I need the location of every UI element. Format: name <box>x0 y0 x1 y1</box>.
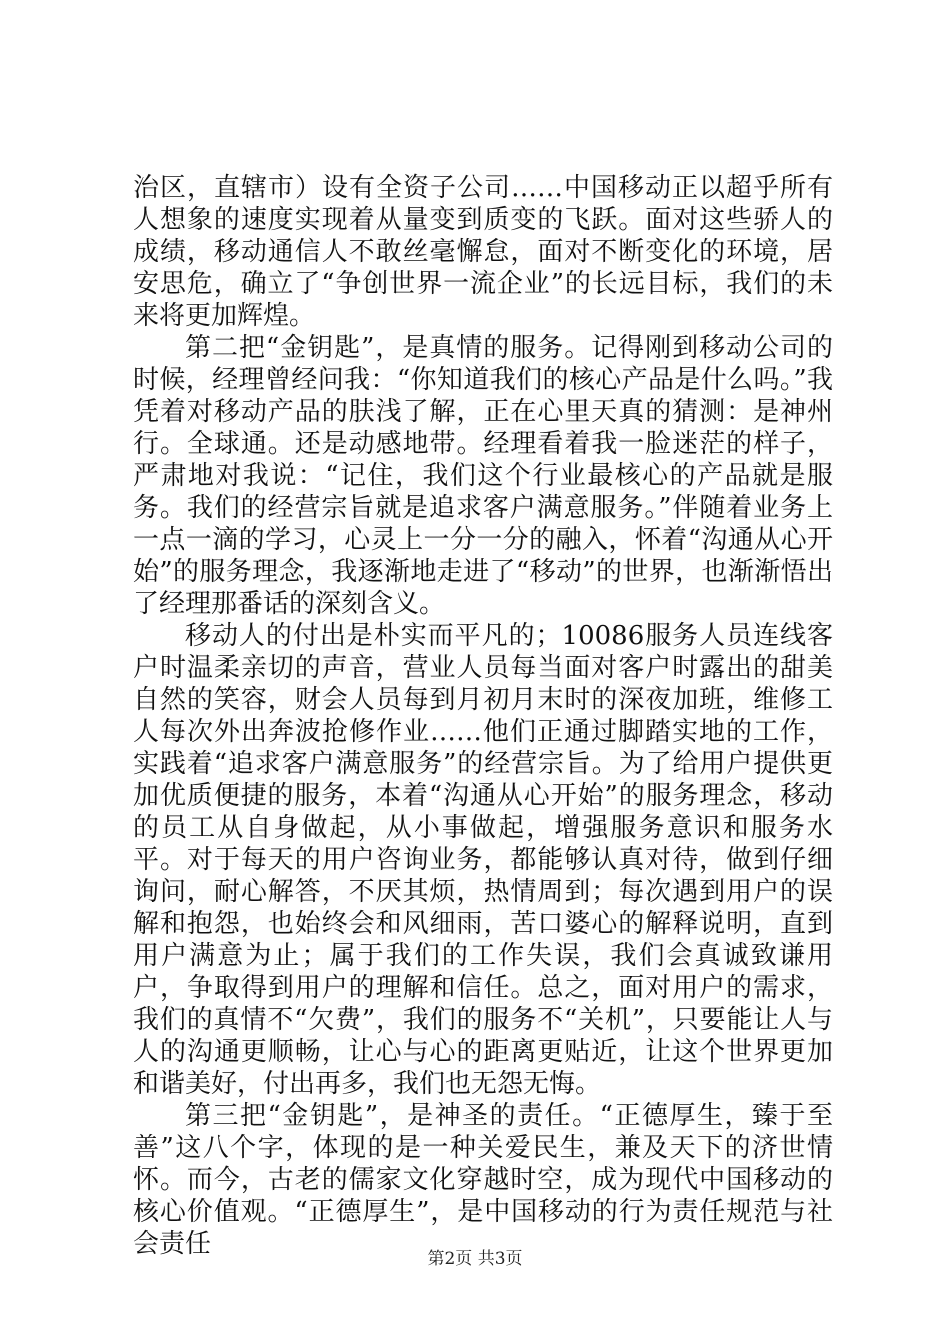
body-text <box>133 172 833 1260</box>
page-number-footer: 第2页 共3页 <box>427 1249 523 1269</box>
paragraph-4: 第三把“金钥匙”，是神圣的责任。“正德厚生，臻于至善”这八个字，体现的是一种关爱民生，兼及天下的济世情怀。而今，古老的儒家文化穿越时空，成为现代中国移动的核心价值观。“正德厚生”，是中国移动的行为责任规范与社会责任 <box>133 1101 833 1259</box>
paragraph-3: 移动人的付出是朴实而平凡的；10086服务人员连线客户时温柔亲切的声音，营业人员每当面对客户时露出的甜美自然的笑容，财会人员每到月初月末时的深夜加班，维修工人每次外出奔波抢修作业……他们正通过脚踏实地的工作，实践着“追求客户满意服务”的经营宗旨。为了给用户提供更加优质便捷的服务，本着“沟通从心开始”的服务理念，移动的员工从自身做起，从小事做起，增强服务意识和服务水平。对于每天的用户咨询业务，都能够认真对待，做到仔细询问，耐心解答，不厌其烦，热情周到；每次遇到用户的误解和抱怨，也始终会和风细雨，苦口婆心的解释说明，直到用户满意为止；属于我们的工作失误，我们会真诚致谦用户，争取得到用户的理解和信任。总之，面对用户的需求，我们的真情不“欠费”，我们的服务不“关机”，只要能让人与人的沟通更顺畅，让心与心的距离更贴近，让这个世界更加和谐美好，付出再多，我们也无怨无悔。 <box>133 621 833 1099</box>
paragraph-1: 治区，直辖市）设有全资子公司……中国移动正以超乎所有人想象的速度实现着从量变到质变的飞跃。面对这些骄人的成绩，移动通信人不敢丝毫懈怠，面对不断变化的环境，居安思危，确立了“争创世界一流企业”的长远目标，我们的未来将更加辉煌。 <box>133 173 833 331</box>
paragraph-2: 第二把“金钥匙”，是真情的服务。记得刚到移动公司的时候，经理曾经问我：“你知道我们的核心产品是什么吗。”我凭着对移动产品的肤浅了解，正在心里天真的猜测：是神州行。全球通。还是动感地带。经理看着我一脸迷茫的样子，严肃地对我说：“记住，我们这个行业最核心的产品就是服务。我们的经营宗旨就是追求客户满意服务。”伴随着业务上一点一滴的学习，心灵上一分一分的融入，怀着“沟通从心开始”的服务理念，我逐渐地走进了“移动”的世界，也渐渐悟出了经理那番话的深刻含义。 <box>133 333 833 619</box>
